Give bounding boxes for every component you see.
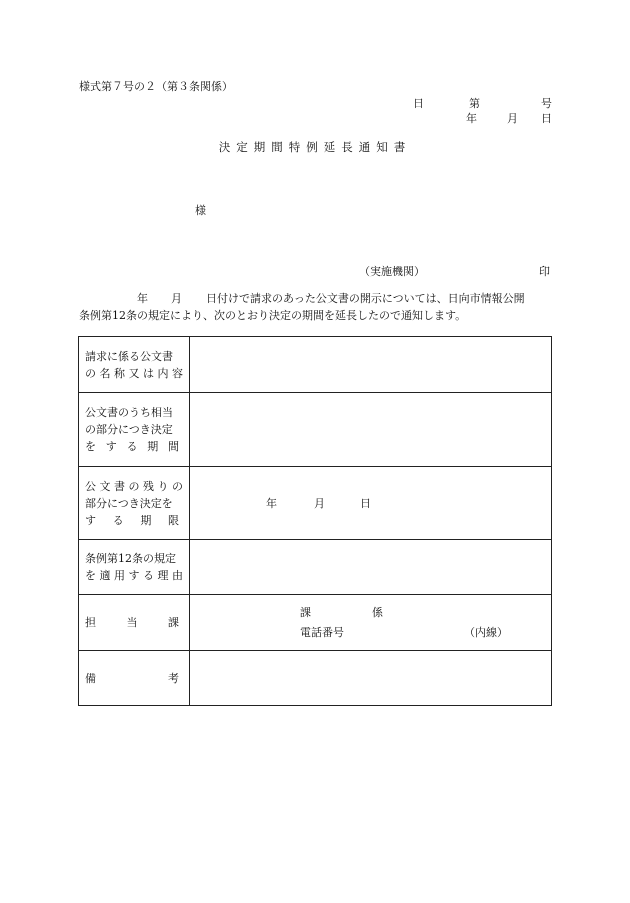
remarks-label bbox=[79, 651, 190, 706]
label-char: を bbox=[85, 440, 96, 453]
notice-body bbox=[79, 290, 555, 324]
label-line: の 名 称 又 は 内 容 bbox=[85, 366, 183, 380]
label-line: 部分につき決定を bbox=[85, 496, 173, 510]
body-line-2: 条例第12条の規定により、次のとおり決定の期間を延長したので通知します。 bbox=[79, 309, 467, 322]
year-char: 年 bbox=[466, 112, 477, 125]
label-char: 担 bbox=[85, 616, 96, 629]
deadline-month: 月 bbox=[314, 496, 325, 510]
label-char: 考 bbox=[168, 671, 179, 685]
document-title: 決定期間特例延長通知書 bbox=[218, 140, 412, 154]
label-line: 請求に係る公文書 bbox=[85, 349, 173, 363]
label-line: 条例第12条の規定 bbox=[85, 552, 176, 565]
deadline-day: 日 bbox=[360, 496, 371, 510]
label-char: 限 bbox=[167, 513, 179, 527]
article-12-reason-label bbox=[79, 540, 190, 595]
remaining-decision-deadline-value bbox=[190, 467, 552, 540]
table-row bbox=[79, 595, 552, 651]
subsection-char: 係 bbox=[372, 605, 383, 619]
label-line bbox=[85, 614, 179, 631]
label-line: の部分につき決定 bbox=[85, 423, 173, 436]
label-line bbox=[85, 512, 179, 529]
phone-number-label: 電話番号 bbox=[300, 625, 344, 639]
label-line: を 適 用 す る 理 由 bbox=[85, 569, 183, 582]
label-char: す bbox=[105, 440, 117, 453]
table-row bbox=[79, 393, 552, 467]
label-char: 当 bbox=[126, 616, 138, 629]
responsible-section-label bbox=[79, 595, 190, 651]
body-year: 年 bbox=[137, 292, 148, 305]
section-char: 課 bbox=[300, 605, 311, 619]
month-char: 月 bbox=[507, 112, 518, 125]
remarks-value bbox=[190, 651, 552, 706]
table-row bbox=[79, 540, 552, 595]
requested-document-value bbox=[190, 337, 552, 393]
label-char: す bbox=[85, 513, 96, 527]
label-char: 課 bbox=[168, 616, 179, 629]
addressee-honorific: 様 bbox=[195, 204, 206, 217]
body-line-1 bbox=[79, 290, 555, 307]
label-line: 公 文 書 の 残 り の bbox=[85, 479, 183, 493]
label-char: る bbox=[126, 440, 138, 453]
label-char: 備 bbox=[85, 671, 96, 685]
partial-decision-period-value bbox=[190, 393, 552, 467]
issuing-agency-label: （実施機関） bbox=[359, 265, 425, 278]
label-line bbox=[85, 670, 179, 687]
table-row bbox=[79, 337, 552, 393]
extension-details-table bbox=[78, 336, 552, 706]
number-prefix: 第 bbox=[469, 97, 480, 110]
number-suffix: 号 bbox=[541, 97, 552, 110]
label-char: る bbox=[112, 513, 124, 527]
label-char: 間 bbox=[168, 440, 179, 453]
requested-document-label bbox=[79, 337, 190, 393]
body-month: 月 bbox=[171, 292, 182, 305]
responsible-section-value bbox=[190, 595, 552, 651]
partial-decision-period-label bbox=[79, 393, 190, 467]
seal-mark: 印 bbox=[539, 265, 550, 278]
label-line: 公文書のうち相当 bbox=[85, 406, 173, 419]
deadline-year: 年 bbox=[266, 496, 277, 510]
day-char: 日 bbox=[541, 112, 552, 125]
day-char: 日 bbox=[413, 97, 424, 110]
table-row bbox=[79, 651, 552, 706]
label-line bbox=[85, 438, 179, 455]
remaining-decision-deadline-label bbox=[79, 467, 190, 540]
article-12-reason-value bbox=[190, 540, 552, 595]
label-char: 期 bbox=[140, 513, 152, 527]
extension-label: （内線） bbox=[464, 625, 508, 639]
form-number-label: 様式第７号の２（第３条関係） bbox=[79, 80, 233, 93]
table-row bbox=[79, 467, 552, 540]
label-char: 期 bbox=[147, 440, 159, 453]
body-day-text: 日付けで請求のあった公文書の開示については、日向市情報公開 bbox=[206, 292, 525, 305]
